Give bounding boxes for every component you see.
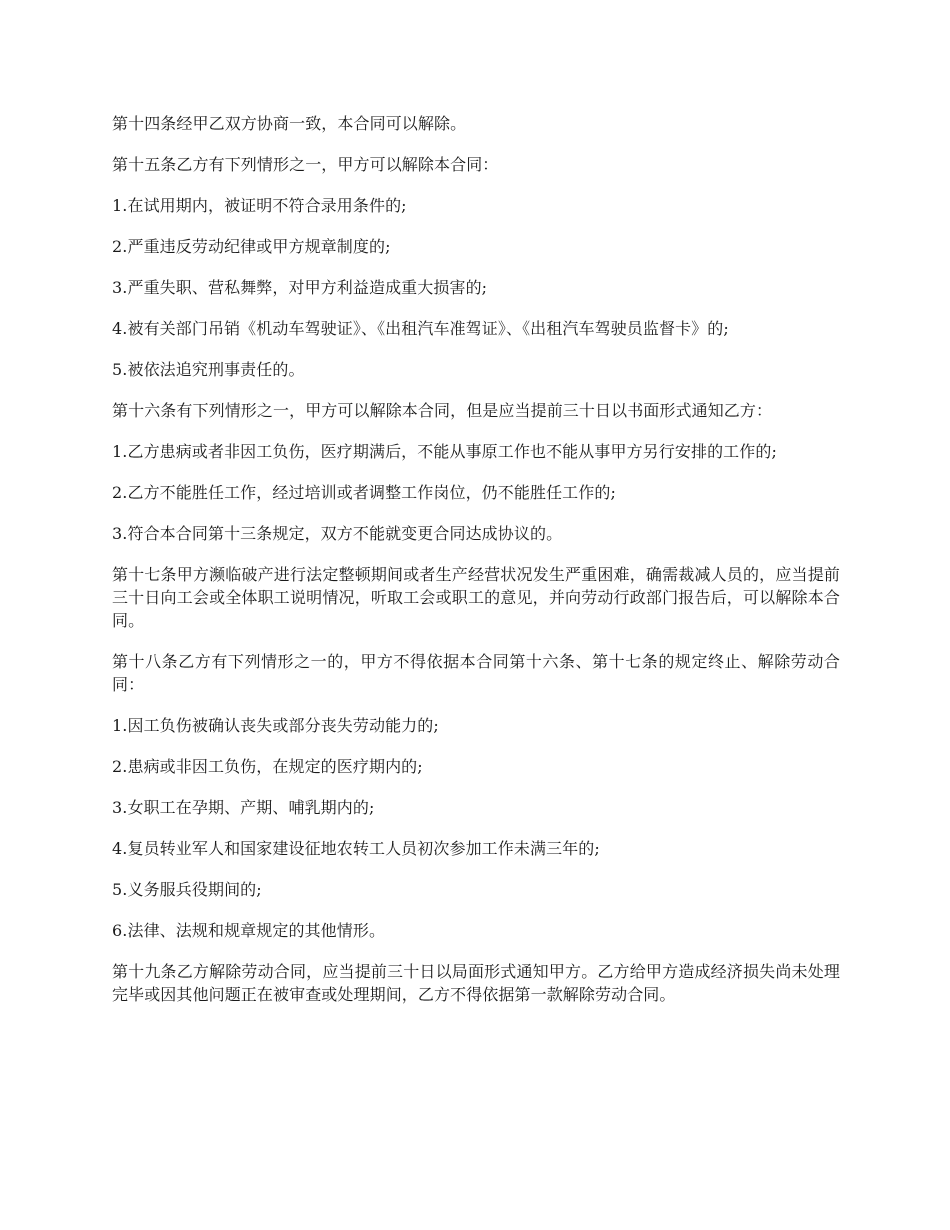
paragraph-article-15: 第十五条乙方有下列情形之一，甲方可以解除本合同：	[112, 155, 499, 174]
paragraph-item: 2.严重违反劳动纪律或甲方规章制度的;	[112, 237, 391, 256]
paragraph-item: 2.乙方不能胜任工作，经过培训或者调整工作岗位，仍不能胜任工作的;	[112, 483, 616, 502]
paragraph-article-14: 第十四条经甲乙双方协商一致，本合同可以解除。	[112, 114, 467, 133]
paragraph-item: 4.复员转业军人和国家建设征地农转工人员初次参加工作未满三年的;	[112, 839, 600, 858]
paragraph-item: 1.在试用期内，被证明不符合录用条件的;	[112, 196, 407, 215]
paragraph-article-19: 第十九条乙方解除劳动合同，应当提前三十日以局面形式通知甲方。乙方给甲方造成经济损失尚未处理完毕或因其他问题正在被审查或处理期间，乙方不得依据第一款解除劳动合同。	[112, 962, 840, 1004]
paragraph-item: 1.因工负伤被确认丧失或部分丧失劳动能力的;	[112, 716, 439, 735]
paragraph-article-18: 第十八条乙方有下列情形之一的，甲方不得依据本合同第十六条、第十七条的规定终止、解除劳动合同：	[112, 652, 840, 694]
paragraph-article-17: 第十七条甲方濒临破产进行法定整顿期间或者生产经营状况发生严重困难，确需裁减人员的，应当提前三十日向工会或全体职工说明情况，听取工会或职工的意见，并向劳动行政部门报告后，可以解除本合同。	[112, 565, 840, 630]
paragraph-item: 3.符合本合同第十三条规定，双方不能就变更合同达成协议的。	[112, 524, 563, 543]
paragraph-item: 3.严重失职、营私舞弊，对甲方利益造成重大损害的;	[112, 278, 488, 297]
paragraph-item: 6.法律、法规和规章规定的其他情形。	[112, 921, 386, 940]
paragraph-article-16: 第十六条有下列情形之一，甲方可以解除本合同，但是应当提前三十日以书面形式通知乙方：	[112, 401, 773, 420]
paragraph-item: 4.被有关部门吊销《机动车驾驶证》、《出租汽车准驾证》、《出租汽车驾驶员监督卡》的;	[112, 319, 729, 338]
paragraph-item: 5.被依法追究刑事责任的。	[112, 360, 305, 379]
document-page	[112, 112, 840, 1024]
paragraph-item: 3.女职工在孕期、产期、哺乳期内的;	[112, 798, 375, 817]
paragraph-item: 2.患病或非因工负伤，在规定的医疗期内的;	[112, 757, 423, 776]
paragraph-item: 5.义务服兵役期间的;	[112, 880, 262, 899]
paragraph-item: 1.乙方患病或者非因工负伤，医疗期满后，不能从事原工作也不能从事甲方另行安排的工作的;	[112, 442, 777, 461]
